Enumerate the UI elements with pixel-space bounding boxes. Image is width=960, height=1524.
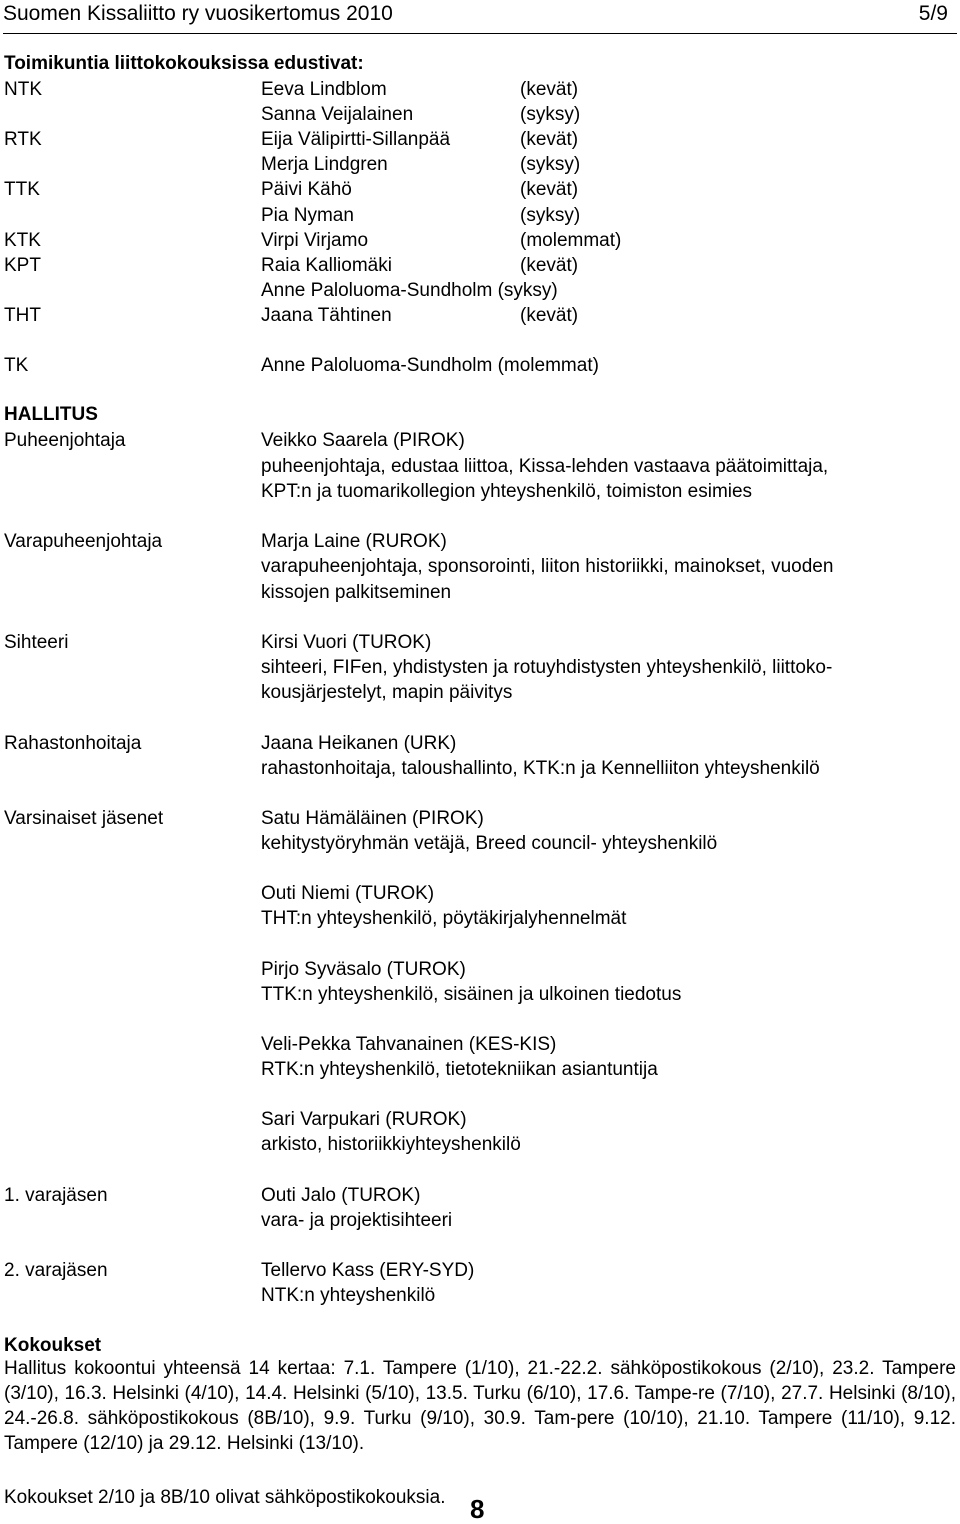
board-role: Varapuheenjohtaja — [4, 531, 163, 552]
member-duties: kissojen palkitseminen — [261, 582, 452, 603]
delegate-name: Eija Välipirtti-Sillanpää — [261, 129, 451, 150]
member-duties: sihteeri, FIFen, yhdistysten ja rotuyhdistysten yhteyshenkilö, liittoko- — [261, 657, 833, 678]
member-name: Kirsi Vuori (TUROK) — [261, 632, 432, 653]
delegate-season: (syksy) — [520, 154, 581, 175]
delegates-heading: Toimikuntia liittokokouksissa edustivat: — [4, 53, 364, 74]
member-name: Satu Hämäläinen (PIROK) — [261, 808, 484, 829]
delegate-org: NTK — [4, 79, 42, 100]
delegate-name: Sanna Veijalainen — [261, 104, 414, 125]
page-number: 8 — [470, 1494, 485, 1524]
delegate-season: (syksy) — [520, 205, 581, 226]
delegate-org: KPT — [4, 255, 41, 276]
delegate-season: (kevät) — [520, 305, 579, 326]
delegate-org: TK — [4, 355, 29, 376]
member-duties: puheenjohtaja, edustaa liittoa, Kissa-lehden vastaava päätoimittaja, — [261, 456, 829, 477]
member-name: Veikko Saarela (PIROK) — [261, 430, 465, 451]
meetings-note: Kokoukset 2/10 ja 8B/10 olivat sähköpostikokouksia. — [4, 1487, 446, 1508]
delegate-name: Anne Paloluoma-Sundholm (molemmat) — [261, 355, 599, 376]
member-duties: NTK:n yhteyshenkilö — [261, 1285, 436, 1306]
delegate-org: TTK — [4, 179, 40, 200]
member-duties: varapuheenjohtaja, sponsorointi, liiton historiikki, mainokset, vuoden — [261, 556, 834, 577]
member-name: Pirjo Syväsalo (TUROK) — [261, 959, 466, 980]
board-role: Rahastonhoitaja — [4, 733, 142, 754]
member-name: Jaana Heikanen (URK) — [261, 733, 457, 754]
header-divider — [3, 33, 957, 34]
delegate-name: Pia Nyman — [261, 205, 354, 226]
board-role: 1. varajäsen — [4, 1185, 108, 1206]
delegate-season: (kevät) — [520, 179, 579, 200]
member-name: Outi Niemi (TUROK) — [261, 883, 435, 904]
meetings-paragraph: Hallitus kokoontui yhteensä 14 kertaa: 7.1. Tampere (1/10), 21.-22.2. sähköpostikokous (2/10), 23.2. Tampere (3/10), 16.3. Helsinki (4/10), 14.4. Helsinki (5/10), 13.5. Turku (6/10), 17.6. Tampe-re (7/10), 27.7. Helsinki (8/10), 24.-26.8. sähköpostikokous (8B/10), 9.9. Turku (9/10), 30.9. Tam-pere (10/10), 21.10. Tampere (11/10), 9.12. Tampere (12/10) ja 29.12. Helsinki (13/10). — [4, 1358, 956, 1454]
member-name: Veli-Pekka Tahvanainen (KES-KIS) — [261, 1034, 557, 1055]
member-name: Tellervo Kass (ERY-SYD) — [261, 1260, 475, 1281]
member-duties: arkisto, historiikkiyhteyshenkilö — [261, 1134, 521, 1155]
delegate-season: (kevät) — [520, 79, 579, 100]
member-duties: THT:n yhteyshenkilö, pöytäkirjalyhennelmät — [261, 908, 627, 929]
document-title: Suomen Kissaliitto ry vuosikertomus 2010 — [3, 2, 393, 25]
member-duties: TTK:n yhteyshenkilö, sisäinen ja ulkoinen tiedotus — [261, 984, 682, 1005]
board-role: 2. varajäsen — [4, 1260, 108, 1281]
delegate-name: Virpi Virjamo — [261, 230, 369, 251]
board-heading: HALLITUS — [4, 404, 98, 425]
delegate-name: Merja Lindgren — [261, 154, 388, 175]
member-name: Sari Varpukari (RUROK) — [261, 1109, 467, 1130]
delegate-name: Päivi Kähö — [261, 179, 352, 200]
delegate-name: Eeva Lindblom — [261, 79, 387, 100]
board-role: Sihteeri — [4, 632, 69, 653]
delegate-season: (syksy) — [520, 104, 581, 125]
delegate-name: Raia Kalliomäki — [261, 255, 392, 276]
member-name: Outi Jalo (TUROK) — [261, 1185, 421, 1206]
member-name: Marja Laine (RUROK) — [261, 531, 447, 552]
delegate-season: (kevät) — [520, 129, 579, 150]
board-role: Puheenjohtaja — [4, 430, 126, 451]
page-indicator: 5/9 — [918, 2, 948, 25]
delegate-org: RTK — [4, 129, 42, 150]
member-duties: KPT:n ja tuomarikollegion yhteyshenkilö, toimiston esimies — [261, 481, 753, 502]
board-role: Varsinaiset jäsenet — [4, 808, 164, 829]
member-duties: kehitystyöryhmän vetäjä, Breed council- yhteyshenkilö — [261, 833, 718, 854]
member-duties: RTK:n yhteyshenkilö, tietotekniikan asiantuntija — [261, 1059, 658, 1080]
meetings-heading: Kokoukset — [4, 1335, 102, 1356]
delegate-org: THT — [4, 305, 41, 326]
delegate-season: (molemmat) — [520, 230, 622, 251]
member-duties: kousjärjestelyt, mapin päivitys — [261, 682, 513, 703]
delegate-name: Jaana Tähtinen — [261, 305, 392, 326]
delegate-name: Anne Paloluoma-Sundholm (syksy) — [261, 280, 558, 301]
member-duties: vara- ja projektisihteeri — [261, 1210, 453, 1231]
delegate-org: KTK — [4, 230, 41, 251]
delegate-season: (kevät) — [520, 255, 579, 276]
member-duties: rahastonhoitaja, taloushallinto, KTK:n ja Kennelliiton yhteyshenkilö — [261, 758, 820, 779]
